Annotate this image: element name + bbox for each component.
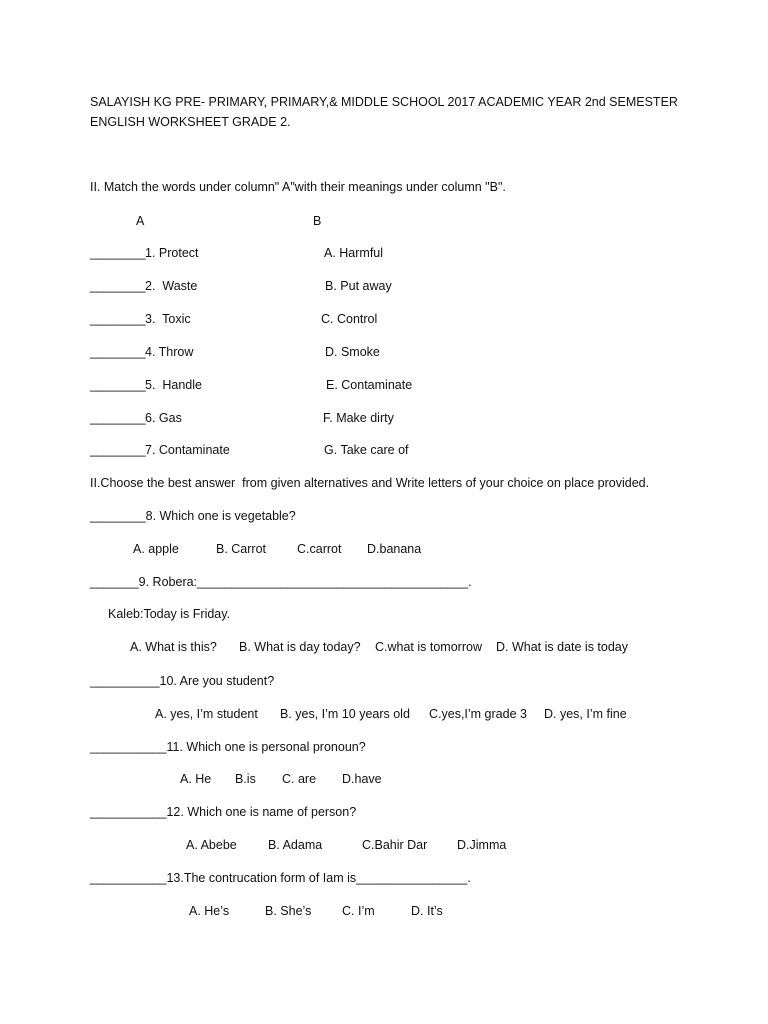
q10-option-d: D. yes, I’m fine: [544, 707, 627, 721]
match-item-4-word: 4. Throw: [145, 345, 194, 359]
match-item-4-blank: ________: [90, 345, 146, 359]
q12-option-b: B. Adama: [268, 838, 323, 852]
q13-option-d: D. It’s: [411, 904, 443, 918]
q8-option-d: D.banana: [367, 542, 422, 556]
match-item-4-meaning: D. Smoke: [325, 345, 380, 359]
question-9: _______9. Robera:_______________________________________.: [90, 575, 472, 589]
match-item-2-meaning: B. Put away: [325, 279, 392, 293]
q11-option-c: C. are: [282, 772, 317, 786]
match-item-1-meaning: A. Harmful: [324, 246, 384, 260]
q8-option-a: A. apple: [133, 542, 179, 556]
question-13: ___________13.The contrucation form of Iam is________________.: [90, 871, 471, 885]
question-8: ________8. Which one is vegetable?: [90, 509, 296, 523]
question-11: ___________11. Which one is personal pronoun?: [90, 740, 366, 754]
match-item-7-meaning: G. Take care of: [324, 443, 409, 457]
q12-option-a: A. Abebe: [186, 838, 237, 852]
match-item-3-blank: ________: [90, 312, 146, 326]
q13-option-c: C. I’m: [342, 904, 375, 918]
q11-option-a: A. He: [180, 772, 212, 786]
match-item-2-word: 2. Waste: [145, 279, 198, 293]
choice-instruction: II.Choose the best answer from given alternatives and Write letters of your choice on place provided.: [90, 476, 650, 490]
column-b-header: B: [313, 214, 322, 228]
q9-dialogue-reply: Kaleb:Today is Friday.: [108, 607, 231, 621]
match-item-7-blank: ________: [90, 443, 146, 457]
question-12: ___________12. Which one is name of person?: [90, 805, 357, 819]
q9-option-d: D. What is date is today: [496, 640, 629, 654]
match-item-6-word: 6. Gas: [145, 411, 182, 425]
q9-option-a: A. What is this?: [130, 640, 217, 654]
question-10: __________10. Are you student?: [90, 674, 275, 688]
matching-instruction: II. Match the words under column" A"with their meanings under column "B".: [90, 180, 506, 194]
worksheet-title: ENGLISH WORKSHEET GRADE 2.: [90, 115, 291, 129]
match-item-1-word: 1. Protect: [145, 246, 199, 260]
q13-option-a: A. He’s: [189, 904, 230, 918]
q11-option-b: B.is: [235, 772, 256, 786]
match-item-5-blank: ________: [90, 378, 146, 392]
match-item-6-blank: ________: [90, 411, 146, 425]
q10-option-a: A. yes, I’m student: [155, 707, 258, 721]
match-item-2-blank: ________: [90, 279, 146, 293]
match-item-6-meaning: F. Make dirty: [323, 411, 394, 425]
match-item-7-word: 7. Contaminate: [145, 443, 230, 457]
match-item-3-meaning: C. Control: [321, 312, 378, 326]
match-item-3-word: 3. Toxic: [145, 312, 191, 326]
q12-option-c: C.Bahir Dar: [362, 838, 428, 852]
q8-option-c: C.carrot: [297, 542, 342, 556]
q10-option-b: B. yes, I’m 10 years old: [280, 707, 410, 721]
q8-option-b: B. Carrot: [216, 542, 267, 556]
school-header: SALAYISH KG PRE- PRIMARY, PRIMARY,& MIDDLE SCHOOL 2017 ACADEMIC YEAR 2nd SEMESTER: [90, 95, 678, 109]
q12-option-d: D.Jimma: [457, 838, 507, 852]
q9-option-c: C.what is tomorrow: [375, 640, 482, 654]
column-a-header: A: [136, 214, 145, 228]
match-item-1-blank: ________: [90, 246, 146, 260]
match-item-5-meaning: E. Contaminate: [326, 378, 413, 392]
q13-option-b: B. She’s: [265, 904, 312, 918]
q10-option-c: C.yes,I’m grade 3: [429, 707, 527, 721]
match-item-5-word: 5. Handle: [145, 378, 202, 392]
q11-option-d: D.have: [342, 772, 382, 786]
q9-option-b: B. What is day today?: [239, 640, 361, 654]
